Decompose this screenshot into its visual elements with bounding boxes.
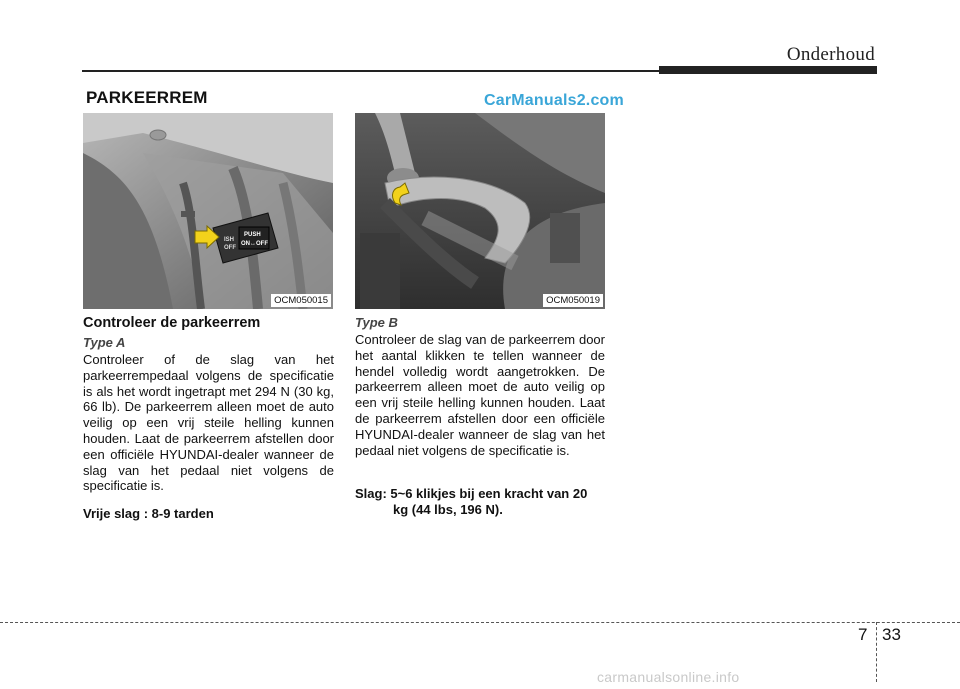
- header-rule-thick: [659, 66, 877, 74]
- chapter-number: 7: [858, 625, 868, 644]
- free-play-spec: Vrije slag : 8-9 tarden: [83, 506, 214, 521]
- chapter-header: Onderhoud: [786, 44, 875, 65]
- type-a-label: Type A: [83, 335, 126, 350]
- section-title: PARKEERREM: [86, 88, 208, 107]
- figure-code: OCM050019: [543, 294, 603, 307]
- watermark-top: CarManuals2.com: [484, 92, 624, 109]
- figure-parking-lever: [355, 113, 605, 309]
- stroke-spec: [355, 486, 605, 518]
- svg-text:ON↔OFF: ON↔OFF: [241, 241, 268, 247]
- stroke-spec-line1: Slag: 5~6 klikjes bij een kracht van 20: [355, 486, 588, 501]
- footer-divider: [876, 622, 877, 682]
- figure-code: OCM050015: [271, 294, 331, 307]
- type-b-body: Controleer de slag van de parkeerrem door het aantal klikken te tellen wanneer de hendel volledig wordt aangetrokken. De parkeerrem alleen moet de auto veilig op een vrij steile helling kunnen houden. Laat de parkeerrem afstellen door een officiële HYUNDAI-dealer wanneer de slag van het pedaal niet volgens de specificatie is.: [355, 332, 605, 458]
- page-number: 33: [882, 625, 901, 644]
- stroke-spec-line2: kg (44 lbs, 196 N).: [393, 501, 503, 517]
- footer-rule: [0, 622, 960, 623]
- header-rule: [82, 70, 659, 72]
- figure-parking-pedal: [83, 113, 333, 309]
- svg-text:OFF: OFF: [224, 245, 236, 251]
- watermark-bottom: carmanualsonline.info: [597, 669, 740, 685]
- svg-text:ISH: ISH: [224, 237, 235, 243]
- pedal-illustration: [83, 113, 333, 309]
- svg-text:PUSH: PUSH: [244, 232, 261, 238]
- subheading-check-parking-brake: Controleer de parkeerrem: [83, 315, 261, 331]
- lever-illustration: [355, 113, 605, 309]
- type-b-label: Type B: [355, 315, 398, 330]
- type-a-body: Controleer of de slag van het parkeerrempedaal volgens de specificatie is als het wordt ingetrapt met 294 N (30 kg, 66 lb). De parkeerrem alleen moet de auto veilig op een vrij steile helling kunnen houden. Laat de parkeerrem afstellen door een officiële HYUNDAI-dealer wanneer de slag van het pedaal niet volgens de specificatie is.: [83, 352, 334, 494]
